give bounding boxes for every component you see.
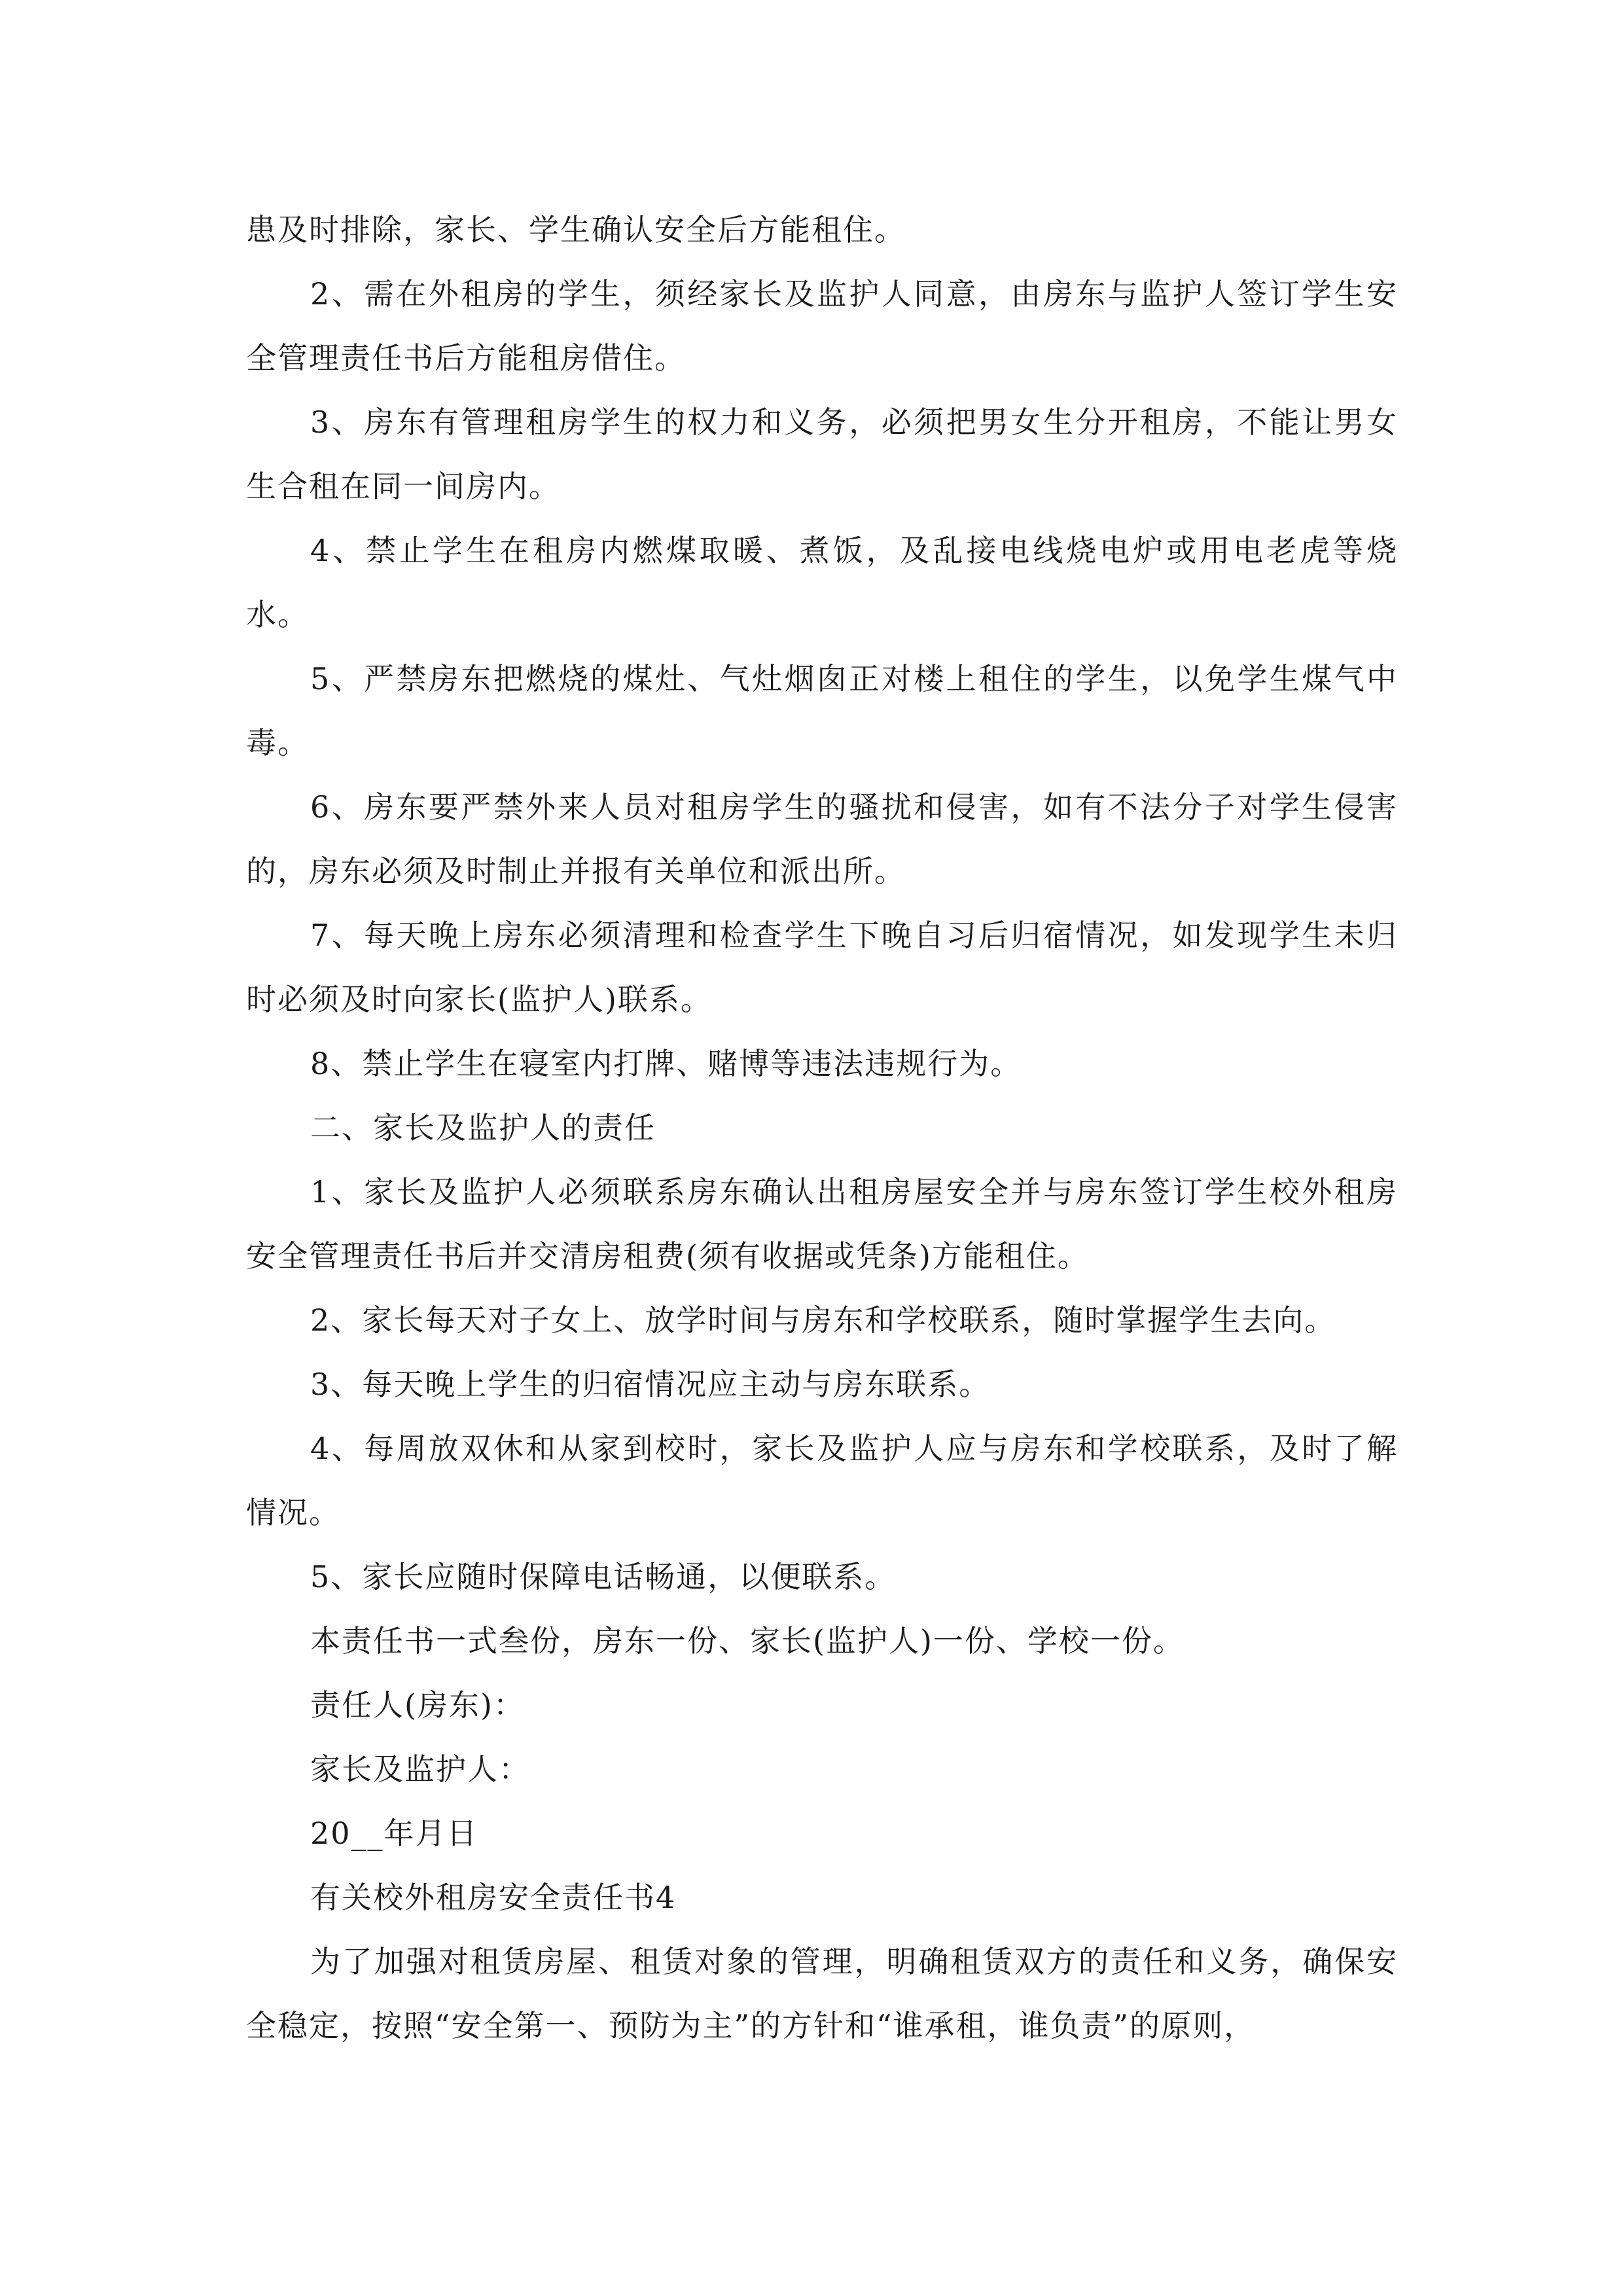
- paragraph-8: 8、禁止学生在寝室内打牌、赌博等违法违规行为。: [310, 1046, 1022, 1081]
- paragraph-6: 6、房东要严禁外来人员对租房学生的骚扰和侵害，如有不法分子对学生侵害的，房东必须及时制止并报有关单位和派出所。: [246, 789, 1398, 889]
- paragraph-13: 4、每周放双休和从家到校时，家长及监护人应与房东和学校联系，及时了解情况。: [246, 1431, 1398, 1530]
- paragraph-4: 4、禁止学生在租房内燃煤取暖、煮饭，及乱接电线烧电炉或用电老虎等烧水。: [246, 533, 1398, 632]
- paragraph-20: 为了加强对租赁房屋、租赁对象的管理，明确租赁双方的责任和义务，确保安全稳定，按照“安全第一、预防为主”的方针和“谁承租，谁负责”的原则，: [246, 1944, 1398, 2043]
- document-body: [246, 198, 1398, 2058]
- signature-parent: 家长及监护人：: [310, 1751, 530, 1787]
- document-title-4: 有关校外租房安全责任书4: [310, 1880, 677, 1915]
- signature-landlord: 责任人(房东)：: [310, 1687, 525, 1723]
- paragraph-1: 患及时排除，家长、学生确认安全后方能租住。: [246, 212, 906, 247]
- paragraph-10: 1、家长及监护人必须联系房东确认出租房屋安全并与房东签订学生校外租房安全管理责任书后并交清房租费(须有收据或凭条)方能租住。: [246, 1174, 1398, 1274]
- paragraph-7: 7、每天晚上房东必须清理和检查学生下晚自习后归宿情况，如发现学生未归时必须及时向家长(监护人)联系。: [246, 918, 1398, 1017]
- paragraph-5: 5、严禁房东把燃烧的煤灶、气灶烟囱正对楼上租住的学生，以免学生煤气中毒。: [246, 661, 1398, 761]
- paragraph-11: 2、家长每天对子女上、放学时间与房东和学校联系，随时掌握学生去向。: [310, 1302, 1336, 1338]
- section-heading-parent-responsibility: 二、家长及监护人的责任: [310, 1110, 656, 1145]
- copies-note: 本责任书一式叁份，房东一份、家长(监护人)一份、学校一份。: [310, 1623, 1185, 1659]
- paragraph-12: 3、每天晚上学生的归宿情况应主动与房东联系。: [310, 1367, 991, 1402]
- paragraph-3: 3、房东有管理租房学生的权力和义务，必须把男女生分开租房，不能让男女生合租在同一间房内。: [246, 404, 1398, 504]
- date-line: 20__年月日: [310, 1816, 478, 1851]
- paragraph-14: 5、家长应随时保障电话畅通，以便联系。: [310, 1559, 897, 1594]
- paragraph-2: 2、需在外租房的学生，须经家长及监护人同意，由房东与监护人签订学生安全管理责任书后方能租房借住。: [246, 276, 1398, 376]
